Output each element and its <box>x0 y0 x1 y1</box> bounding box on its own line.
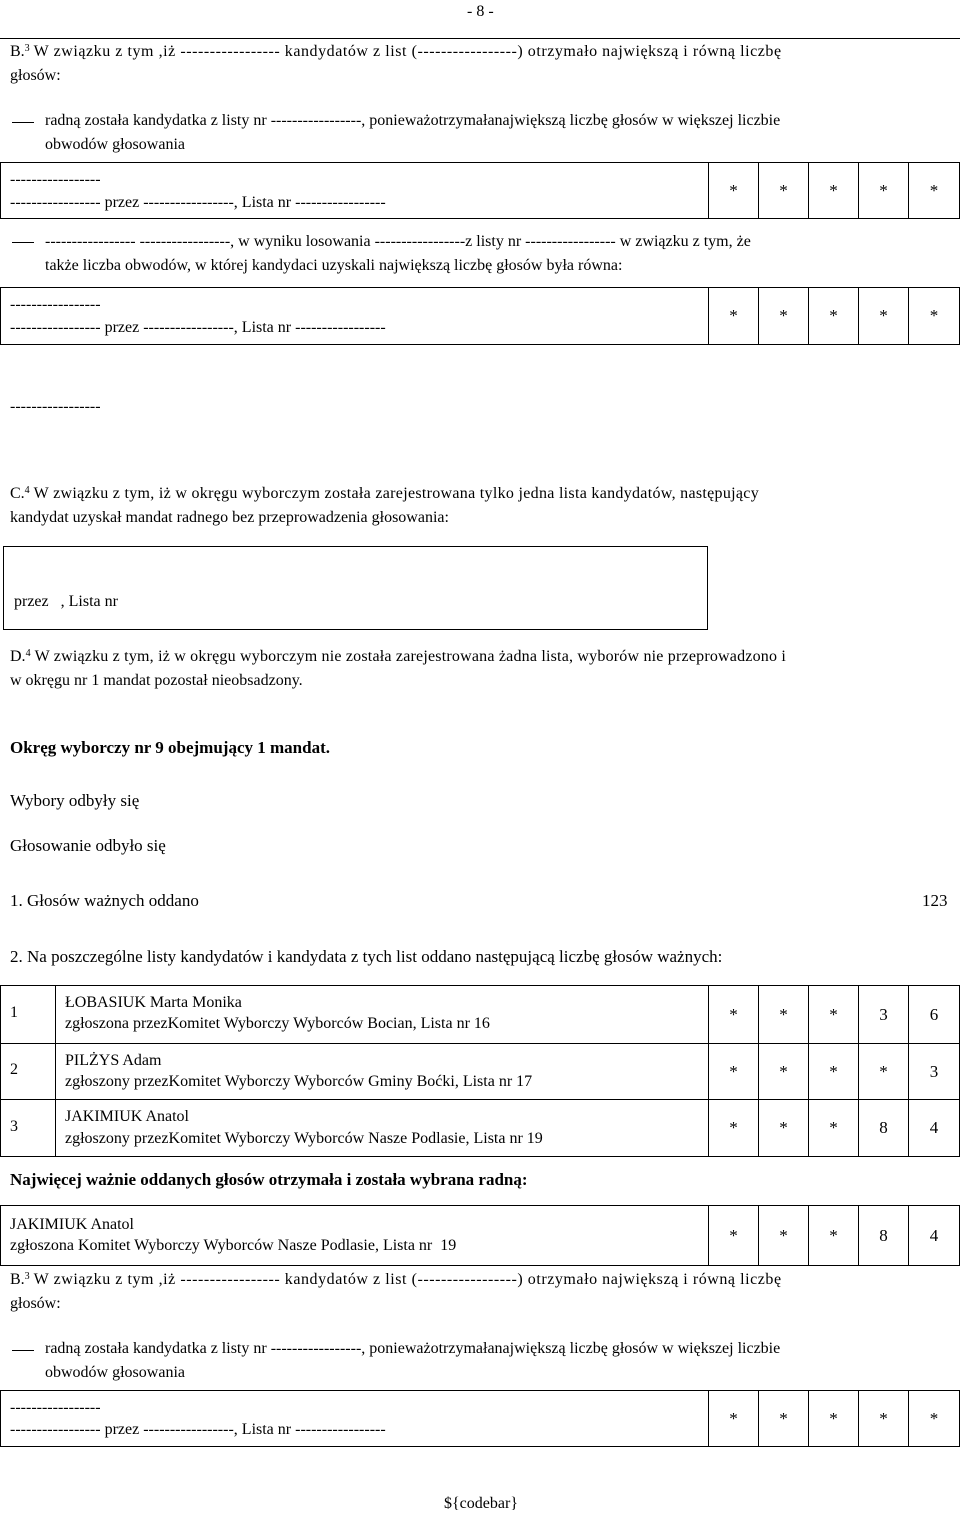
section-b-intro-line2: głosów: <box>10 1295 61 1312</box>
vote-digit-cell: * <box>808 1205 859 1266</box>
section-b-prefix: B. <box>10 1271 25 1288</box>
page-number: - 8 - <box>467 3 494 20</box>
vote-digit-cell: * <box>708 1390 759 1447</box>
row-dash: ----------------- <box>10 296 101 313</box>
lists-heading: 2. Na poszczególne listy kandydatów i kandydata z tych list oddano następującą liczbę głosów ważnych: <box>10 947 723 966</box>
vote-digit-cell: * <box>808 287 859 345</box>
vote-digit-cell: 6 <box>908 985 960 1044</box>
lottery-line2: także liczba obwodów, w której kandydaci uzyskali największą liczbę głosów była równa: <box>45 257 623 274</box>
candidate-number: 2 <box>10 1061 18 1078</box>
elections-held: Wybory odbyły się <box>10 791 140 810</box>
vote-digit-cell: * <box>708 985 759 1044</box>
row-text: ----------------- przez -----------------, Lista nr ----------------- <box>10 319 386 336</box>
vote-digit-cell: * <box>758 1043 809 1100</box>
section-b-bullet-line1: radną została kandydatka z listy nr -----------------, ponieważotrzymałanajwiększą liczbę głosów w większej liczbie <box>45 1340 781 1357</box>
col-divider <box>55 1099 56 1157</box>
footer-codebar: ${codebar} <box>444 1495 518 1512</box>
unopposed-candidate-text: przez , Lista nr <box>14 593 118 610</box>
vote-digit-cell: 8 <box>858 1099 909 1157</box>
top-rule <box>0 38 960 39</box>
vote-digit-cell: 8 <box>858 1205 909 1266</box>
voting-held: Głosowanie odbyło się <box>10 836 166 855</box>
row-text: ----------------- przez -----------------, Lista nr ----------------- <box>10 1421 386 1438</box>
section-c-text: W związku z tym, iż w okręgu wyborczym została zarejestrowana tylko jedna lista kandydatów, następujący <box>33 485 759 502</box>
section-b-intro-line2: głosów: <box>10 67 61 84</box>
vote-digit-cell: * <box>758 1390 809 1447</box>
vote-digit-cell: * <box>708 162 759 219</box>
lottery-line1: ----------------- -----------------, w wyniku losowania -----------------z listy nr ----------------- w związku z tym, że <box>45 233 751 250</box>
winner-name: JAKIMIUK Anatol <box>10 1216 134 1233</box>
section-c-prefix: C. <box>10 485 25 502</box>
section-c-line1 <box>10 484 759 504</box>
candidate-detail: zgłoszony przezKomitet Wyborczy Wyborców Nasze Podlasie, Lista nr 19 <box>65 1130 543 1147</box>
section-b-intro <box>10 1270 782 1290</box>
vote-digit-cell: * <box>908 1390 960 1447</box>
candidate-name: PILŻYS Adam <box>65 1052 162 1069</box>
district-heading: Okręg wyborczy nr 9 obejmujący 1 mandat. <box>10 738 330 757</box>
vote-digit-cell: * <box>808 1390 859 1447</box>
candidate-number: 1 <box>10 1004 18 1021</box>
vote-digit-cell: * <box>708 1099 759 1157</box>
vote-digit-cell: * <box>908 162 960 219</box>
vote-digit-cell: * <box>808 162 859 219</box>
vote-digit-cell: * <box>708 287 759 345</box>
vote-digit-cell: * <box>858 287 909 345</box>
vote-digit-cell: * <box>758 985 809 1044</box>
section-b-text: W związku z tym ,iż ----------------- kandydatów z list (-----------------) otrzymało największą i równą liczbę <box>33 1271 782 1288</box>
valid-votes-label: 1. Głosów ważnych oddano <box>10 891 199 910</box>
vote-digit-cell: * <box>908 287 960 345</box>
bullet-dash <box>12 242 34 243</box>
vote-digit-cell: * <box>808 1099 859 1157</box>
footnote-ref: 3 <box>24 1271 30 1282</box>
section-b-bullet-line1: radną została kandydatka z listy nr -----------------, ponieważotrzymałanajwiększą liczbę głosów w większej liczbie <box>45 112 781 129</box>
vote-digit-cell: * <box>708 1205 759 1266</box>
col-divider <box>55 985 56 1044</box>
footnote-ref: 4 <box>24 485 30 496</box>
vote-digit-cell: * <box>758 1099 809 1157</box>
section-d-text: W związku z tym, iż w okręgu wyborczym nie została zarejestrowana żadna lista, wyborów nie przeprowadzono i <box>34 648 787 665</box>
vote-digit-cell: 3 <box>908 1043 960 1100</box>
valid-votes-value: 123 <box>922 891 948 910</box>
section-b-text: W związku z tym ,iż ----------------- kandydatów z list (-----------------) otrzymało największą i równą liczbę <box>33 43 782 60</box>
section-d-line2: w okręgu nr 1 mandat pozostał nieobsadzony. <box>10 672 303 689</box>
candidate-detail: zgłoszony przezKomitet Wyborczy Wyborców Gminy Boćki, Lista nr 17 <box>65 1073 533 1090</box>
winner-heading: Najwięcej ważnie oddanych głosów otrzymała i została wybrana radną: <box>10 1170 528 1189</box>
candidate-name: JAKIMIUK Anatol <box>65 1108 189 1125</box>
section-b-bullet-line2: obwodów głosowania <box>45 1364 185 1381</box>
section-d-line1 <box>10 647 786 667</box>
vote-digit-cell: * <box>858 1043 909 1100</box>
candidate-number: 3 <box>10 1118 18 1135</box>
unopposed-candidate-box <box>3 546 708 630</box>
vote-digit-cell: * <box>708 1043 759 1100</box>
section-b-intro <box>10 42 950 62</box>
footnote-ref: 4 <box>25 648 31 659</box>
row-text: ----------------- przez -----------------, Lista nr ----------------- <box>10 194 386 211</box>
vote-digit-cell: 3 <box>858 985 909 1044</box>
vote-digit-cell: * <box>808 985 859 1044</box>
trailing-dash: ----------------- <box>10 398 101 415</box>
section-c-line2: kandydat uzyskał mandat radnego bez przeprowadzenia głosowania: <box>10 509 449 526</box>
vote-digit-cell: * <box>758 162 809 219</box>
row-dash: ----------------- <box>10 171 101 188</box>
bullet-dash <box>12 122 34 123</box>
candidate-detail: zgłoszona przezKomitet Wyborczy Wyborców Bocian, Lista nr 16 <box>65 1015 490 1032</box>
bullet-dash <box>12 1350 34 1351</box>
section-b-bullet-line2: obwodów głosowania <box>45 136 185 153</box>
vote-digit-cell: 4 <box>908 1205 960 1266</box>
section-d-prefix: D. <box>10 648 26 665</box>
col-divider <box>55 1043 56 1100</box>
vote-digit-cell: 4 <box>908 1099 960 1157</box>
vote-digit-cell: * <box>808 1043 859 1100</box>
section-b-prefix: B. <box>10 43 25 60</box>
row-dash: ----------------- <box>10 1399 101 1416</box>
candidate-name: ŁOBASIUK Marta Monika <box>65 994 242 1011</box>
vote-digit-cell: * <box>758 287 809 345</box>
vote-digit-cell: * <box>858 162 909 219</box>
vote-digit-cell: * <box>858 1390 909 1447</box>
footnote-ref: 3 <box>24 43 30 54</box>
vote-digit-cell: * <box>758 1205 809 1266</box>
winner-detail: zgłoszona Komitet Wyborczy Wyborców Nasze Podlasie, Lista nr 19 <box>10 1237 457 1254</box>
